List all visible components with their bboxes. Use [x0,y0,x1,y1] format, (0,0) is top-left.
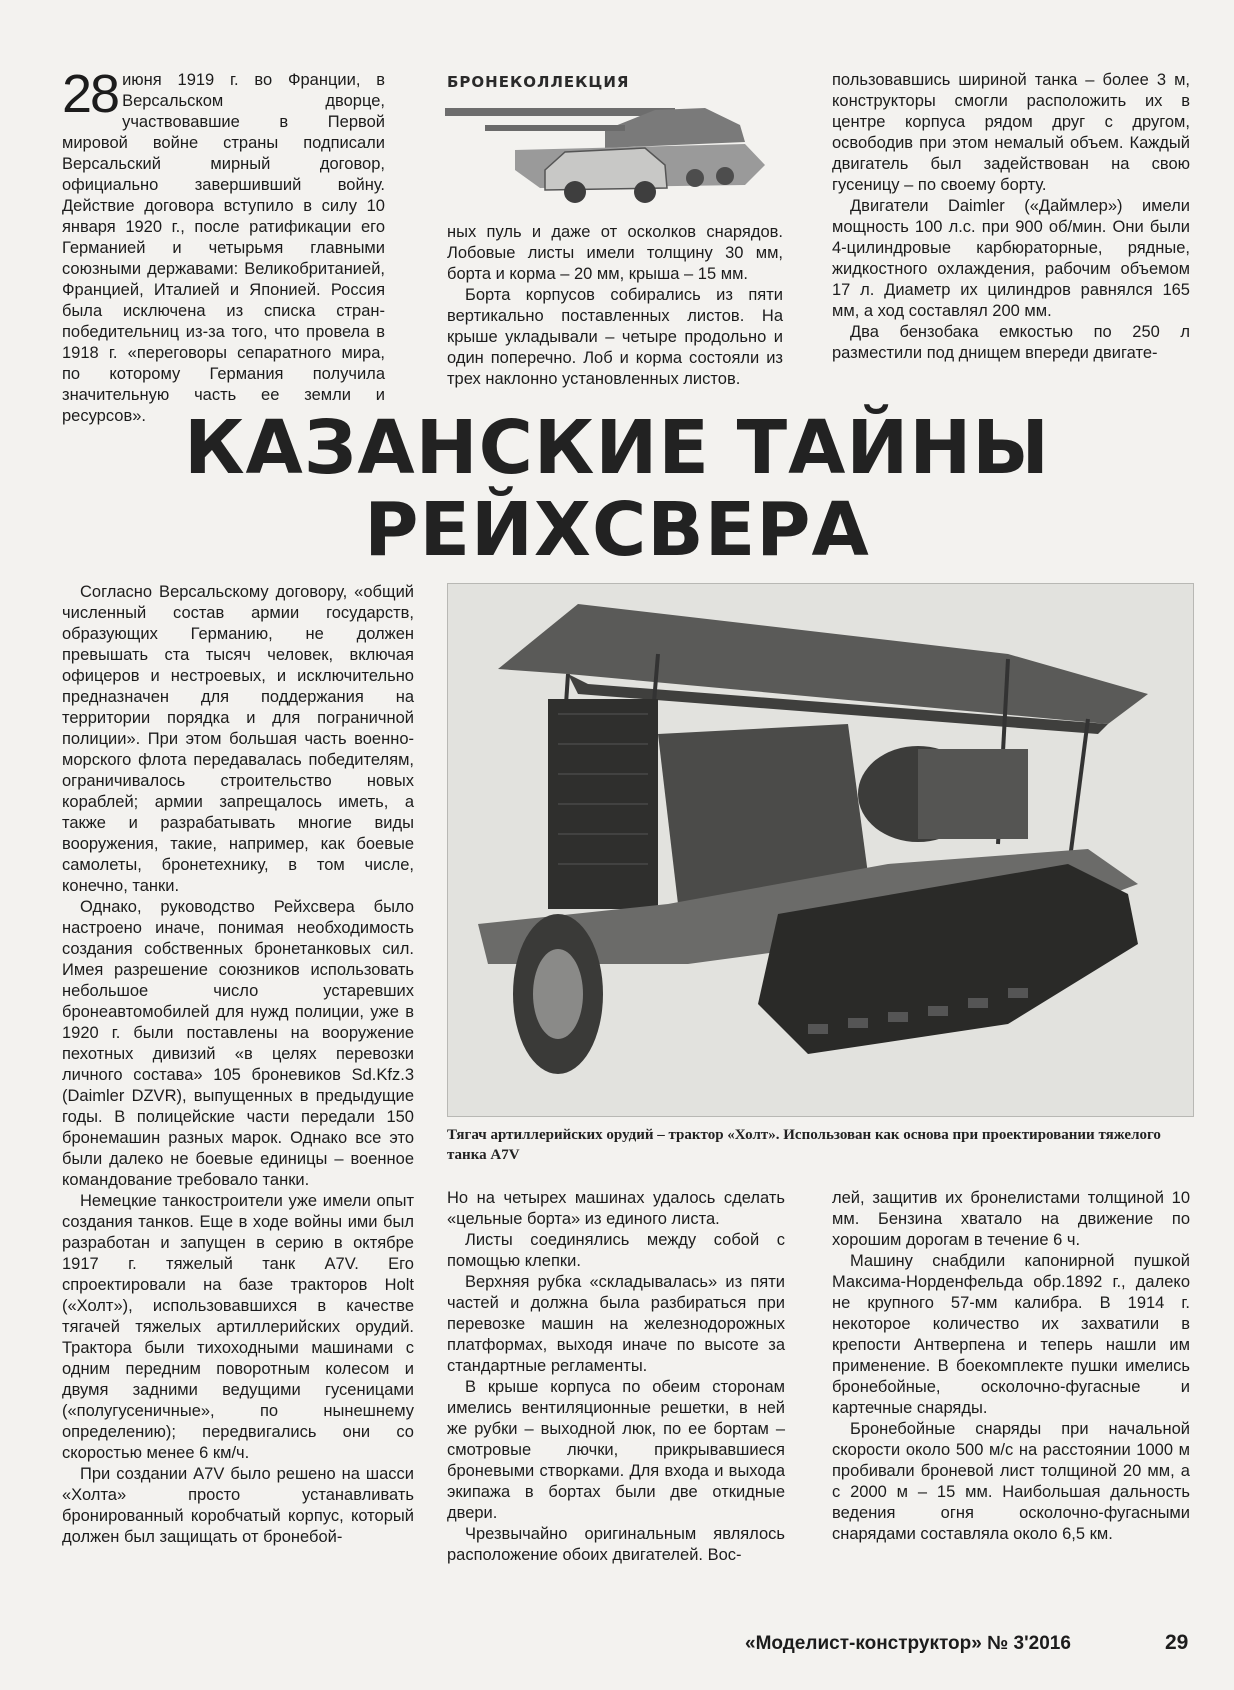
paragraph: лей, защитив их бронелистами толщиной 10 мм. Бензина хватало на движение по хорошим дорогам в течение 6 ч. [832,1189,1190,1249]
intro-paragraph: 28 июня 1919 г. во Франции, в Версальском дворце, участвовавшие в Первой мировой войне страны подписали Версальский мирный договор, официально завершивший войну. Действие договора вступило в силу 10 января 1920 г., после ратификации его Германией и четырьмя главными союзными державами: Великобританией, Францией, Италией и Японией. Россия была исключена из списка стран-победительниц из-за того, что провела в 1918 г. «переговоры сепаратного мира, по которому Германия получила значительную часть ее земли и ресурсов». [62,64,385,425]
paragraph: Бронебойные снаряды при начальной скорости около 500 м/с на расстоянии 1000 м пробивали броневой лист толщиной 20 мм, а с 2000 м – 15 мм. Наибольшая дальность ведения огня осколочно-фугасными снарядами составляла около 6,5 км. [832,1420,1190,1543]
bottom-middle-column [447,1188,785,1566]
intro-column [62,64,385,427]
paragraph: Чрезвычайно оригинальным являлось расположение обоих двигателей. Вос- [447,1525,785,1564]
left-column [62,582,414,1548]
photo-caption: Тягач артиллерийских орудий – трактор «Холт». Использован как основа при проектировании тяжелого танка A7V [447,1127,1161,1163]
section-label: БРОНЕКОЛЛЕКЦИЯ [447,73,630,91]
paragraph: Но на четырех машинах удалось сделать «цельные борта» из единого листа. [447,1189,785,1228]
armored-car-wheel-rear [634,181,656,203]
tank-logo-illustration [445,70,790,210]
dropcap-date: 28 [62,64,119,124]
holt-tractor-photo [447,583,1194,1117]
paragraph: Двигатели Daimler («Даймлер») имели мощность 100 л.с. при 900 об/мин. Они были 4-цилиндровые карбюраторные, рядные, жидкостного охлаждения, рабочим объемом 17 л. Диаметр их цилиндров равнялся 165 мм, а ход составлял 200 мм. [832,197,1190,320]
paragraph: В крыше корпуса по обеим сторонам имелись вентиляционные решетки, в ней же рубки – выходной люк, по ее бортам – смотровые лючки, прикрывавшиеся броневыми створками. Для входа и выхода экипажа в бортах были две откидные двери. [447,1378,785,1522]
paragraph: ных пуль и даже от осколков снарядов. Лобовые листы имели толщину 30 мм, борта и корма – 20 мм, крыша – 15 мм. [447,223,783,283]
paragraph: Согласно Версальскому договору, «общий численный состав армии государств, образующих Германию, не должен превышать ста тысяч человек, включая офицеров и нестроевых, и исключительно предназначен для поддержания на территории порядка и для пограничной полиции». При этом большая часть военно-морского флота передавалась победителям, ограничивалось строительство новых кораблей; армии запрещалось иметь, а также и разрабатывать многие виды вооружения, такие, например, как боевые самолеты, бронетехнику, в том числе, конечно, танки. [62,583,414,895]
page-number: 29 [1165,1631,1189,1654]
paragraph: Два бензобака емкостью по 250 л разместили под днищем впереди двигате- [832,323,1190,362]
paragraph: Листы соединялись между собой с помощью клепки. [447,1231,785,1270]
headline-line-1: КАЗАНСКИЕ ТАЙНЫ [184,405,1050,491]
paragraph: Машину снабдили капонирной пушкой Максима-Норденфельда обр.1892 г., далеко не крупного 57-мм калибра. В 1914 г. некоторое количество их захватили в крепости Антверпена и теперь нашли им применение. В боекомплекте пушки имелись бронебойные, осколочно-фугасные и картечные снаряды. [832,1252,1190,1417]
top-right-column [832,70,1190,364]
paragraph: Однако, руководство Рейхсвера было настроено иначе, понимая необходимость создания собственных бронетанковых сил. Имея разрешение союзников использовать небольшое число устаревших бронеавтомобилей для нужд полиции, уже в 1920 г. были поставлены на вооружение пехотных дивизий «в целях перевозки личного состава» 105 броневиков Sd.Kfz.3 (Daimler DZVR), выпущенных в предыдущие годы. В полицейские части передали 150 бронемашин разных марок. Однако все это были далеко не боевые единицы – военное командование требовало танки. [62,898,414,1189]
bottom-right-column [832,1188,1190,1545]
paragraph: При создании A7V было решено на шасси «Холта» просто устанавливать бронированный коробчатый корпус, который должен был защищать от бронебой- [62,1465,414,1546]
paragraph: пользовавшись шириной танка – более 3 м, конструкторы смогли расположить их в центре корпуса рядом друг с другом, освободив при этом немалый объем. Каждый двигатель был задействован на свою гусеницу – по своему борту. [832,71,1190,194]
paragraph: Борта корпусов собирались из пяти вертикально поставленных листов. На крыше укладывали – четыре продольно и один поперечно. Лоб и корма состояли из трех наклонно установленных листов. [447,286,783,388]
magazine-footer: «Моделист-конструктор» № 3'2016 [745,1633,1071,1654]
paragraph: Верхняя рубка «складывалась» из пяти частей и должна была разбираться при перевозке машин на железнодорожных платформах, выходя иначе по высоте за стандартные регламенты. [447,1273,785,1375]
headline-line-2: РЕЙХСВЕРА [364,487,870,573]
holt-tractor-illustration [448,584,1193,1116]
top-middle-column [447,222,783,390]
tank-gun [485,125,625,131]
logo-bar [445,108,675,116]
armored-car-wheel-front [564,181,586,203]
paragraph: Немецкие танкостроители уже имели опыт создания танков. Еще в ходе войны ими был разработан и запущен в серию в октябре 1917 г. тяжелый танк A7V. Его спроектировали на базе тракторов Holt («Холт»), использовавшихся в качестве тягачей тяжелых артиллерийских орудий. Трактора были тихоходными машинами с одним передним поворотным колесом и двумя задними ведущими гусеницами («полугусеничные», по нынешнему определению); передвигались они со скоростью менее 6 км/ч. [62,1192,414,1462]
